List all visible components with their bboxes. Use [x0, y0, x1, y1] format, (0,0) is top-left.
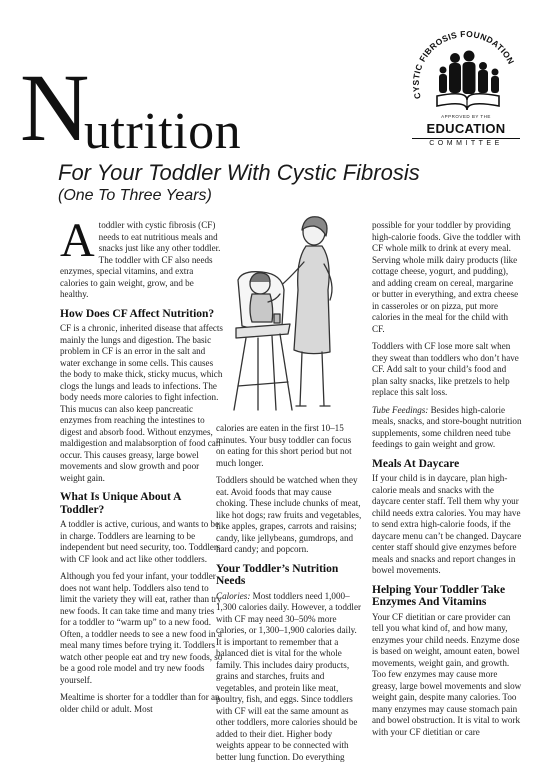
logo-education: EDUCATION	[426, 121, 506, 136]
title-initial: N	[20, 54, 90, 161]
tube-feedings-text: Besides high-calorie meals, snacks, and store-bought nutrition supplements, some children need tube feedings to gain weight and grow.	[372, 404, 522, 449]
column-3	[372, 220, 522, 744]
paragraph: possible for your toddler by providing high-calorie foods. Give the toddler with CF whole milk to drink at every meal. Serving whole milk dairy products (like cottage cheese, yogurt, and pudding), and adding cream on cereal, margarine or butter in everything, and extra cheese in casseroles or on pizza, put more calories in the meal for the child with CF.	[372, 220, 521, 334]
paragraph: Although you fed your infant, your toddler does not want help. Toddlers also tend to limit the variety they will eat, rather than try new foods. It can take time and many tries for a toddler to “warm up” to a new food. Often, a toddler needs to see a new food in a meal many times before trying it. Toddlers watch other people eat and try new foods, so be a good role model and try new foods yourself.	[60, 571, 223, 685]
heading-meals-at-daycare: Meals At Daycare	[372, 457, 460, 470]
heading-unique-toddler: What Is Unique About A Toddler?	[60, 491, 181, 516]
column-1	[60, 214, 223, 721]
subtitle: For Your Toddler With Cystic Fibrosis	[58, 160, 420, 185]
paragraph: Your CF dietitian or care provider can tell you what kind of, and how many, enzymes your child needs. Enzyme dose is based on weight, amount eaten, bowel movements, weight gain, and growth. Too few enzymes may cause more greasy, large bowel movements and slow weight gain, despite many calories. Too many enzymes may cause stomach pain and bowel obstruction. It is vital to work with your CF dietitian or care	[372, 611, 522, 737]
heading-how-cf-affects-nutrition: How Does CF Affect Nutrition?	[60, 307, 215, 320]
heading-enzymes-vitamins: Helping Your Toddler Take Enzymes And Vitamins	[372, 583, 506, 609]
drop-cap: A	[60, 214, 95, 267]
logo-committee: COMMITTEE	[412, 138, 520, 147]
mother-feeding-toddler-illustration	[218, 210, 366, 415]
logo-arc-text: CYSTIC FIBROSIS FOUNDATION	[410, 28, 517, 100]
paragraph: CF is a chronic, inherited disease that affects mainly the lungs and digestion. The basic problem in CF is an error in the salt and water exchange in some cells. This causes the body to make thick, sticky mucus, which clogs the lungs and leads to infections. The body needs more calories to fight infection. This mucus can also keep pancreatic enzymes from reaching the intestines to digest and absorb food. Without enzymes, maldigestion and malabsorption of food can occur. This causes greasy, large bowel movements and slow growth and poor weight gain.	[60, 323, 223, 483]
paragraph: Toddlers should be watched when they eat. Avoid foods that may cause choking. These include chunks of meat, like hot dogs; raw fruits and vegetables, like apples, grapes, carrots and raisins; candy, like jellybeans, gumdrops, and hard candy; and popcorn.	[216, 475, 362, 554]
tube-feedings-lead: Tube Feedings:	[372, 404, 429, 415]
calories-text: Most toddlers need 1,000–1,300 calories daily. However, a toddler with CF may need 30–50% more calories, or 1,300–1,900 calories daily. It is important to remember that a balanced diet is vital for the whole family. This includes dairy products, grains and starches, fruits and vegetables, and protein like meat, poultry, fish, and eggs. Since toddlers with CF will eat the same amount as other toddlers, more calories should be added to their diet. Higher body weights appear to be connected with better lung function. Do everything	[216, 590, 362, 762]
column-2	[216, 423, 362, 769]
paragraph	[216, 591, 362, 764]
logo-approved: APPROVED BY THE	[441, 114, 491, 119]
intro-paragraph	[60, 214, 223, 301]
paragraph	[372, 405, 522, 451]
paragraph: A toddler is active, curious, and wants to be in charge. Toddlers are learning to be independent but need security, too. Toddlers with CF look and act like other toddlers.	[60, 519, 221, 564]
title-word: utrition	[84, 103, 242, 160]
paragraph: Mealtime is shorter for a toddler than for an older child or adult. Most	[60, 692, 220, 714]
calories-lead: Calories:	[216, 590, 251, 601]
subtitle-age-range: (One To Three Years)	[58, 187, 212, 204]
paragraph: If your child is in daycare, plan high-calorie meals and snacks with the daycare center staff. Tell them why your child needs extra calories. You may have to send extra high-calorie foods, if the daycare menu can’t be changed. Daycare center staff should give enzymes before meals and snacks and report changes in bowel movements.	[372, 473, 522, 576]
intro-text: toddler with cystic fibrosis (CF) needs to eat nutritious meals and snacks just like any other toddler. The toddler with CF also needs enzymes, special vitamins, and extra calories to gain weight, grow, and be healthy.	[60, 220, 221, 299]
heading-nutrition-needs: Your Toddler’s Nutrition Needs	[216, 562, 339, 588]
paragraph: calories are eaten in the first 10–15 minutes. Your busy toddler can focus on eating for this short period but not much longer.	[216, 423, 352, 468]
cff-logo	[407, 20, 525, 150]
family-emblem-icon	[407, 20, 525, 116]
paragraph: Toddlers with CF lose more salt when they sweat than toddlers who don’t have CF. Add salt to your child’s food and plan salty snacks, like pretzels to help replace this salt loss.	[372, 341, 519, 397]
